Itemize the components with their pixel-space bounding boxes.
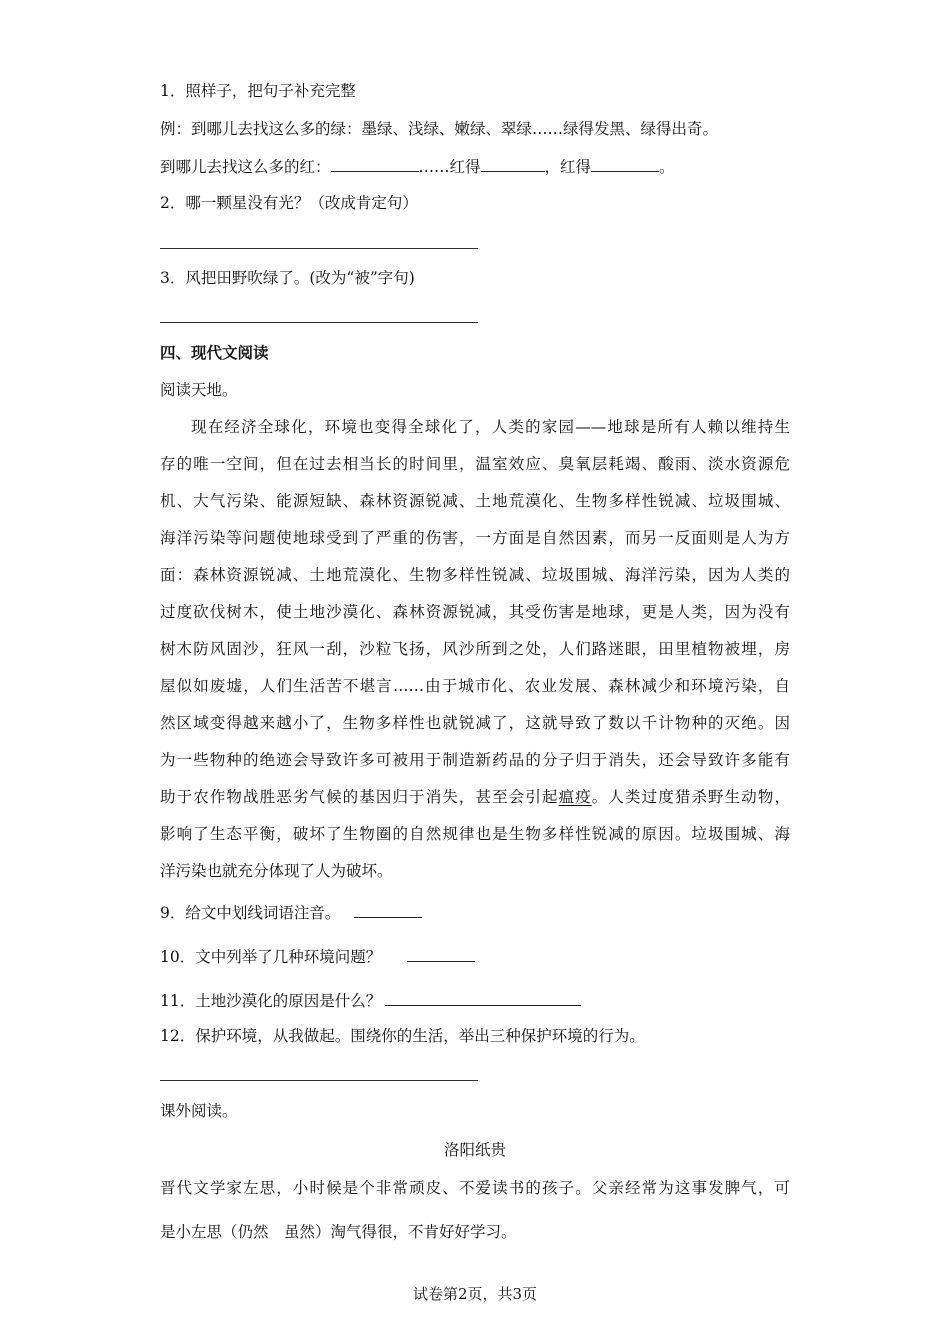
story-line: 晋代文学家左思，小时候是个非常顽皮、不爱读书的孩子。父亲经常为这事发脾气，可 [160, 1179, 790, 1197]
passage-line [160, 779, 790, 816]
q1-prompt-b: ……红得 [418, 158, 481, 176]
q1-prompt-a: 到哪儿去找这么多的红： [160, 158, 331, 176]
q10 [160, 945, 475, 968]
q11-text: 11．土地沙漠化的原因是什么？ [160, 992, 382, 1010]
q9 [160, 901, 422, 924]
q11 [160, 989, 581, 1012]
q1-blank-2[interactable] [481, 155, 545, 172]
passage-line-11-b: 。人类过度猎杀野生动物， [591, 788, 790, 806]
passage-line: 面：森林资源锐减、土地荒漠化、生物多样性锐减、垃圾围城、海洋污染，因为人类的 [160, 566, 790, 584]
story-title: 洛阳纸贵 [443, 1141, 506, 1159]
story-line: 是小左思（仍然 虽然）淘气得很，不肯好好学习。 [160, 1223, 517, 1241]
page-footer: 试卷第2页，共3页 [412, 1285, 538, 1303]
passage-line: 机、大气污染、能源短缺、森林资源锐减、土地荒漠化、生物多样性锐减、垃圾围城、 [160, 492, 790, 510]
q1-title: 1．照样子，把句子补充完整 [160, 82, 356, 100]
passage-line: 过度砍伐树木，使土地沙漠化、森林资源锐减，其受伤害是地球，更是人类，因为没有 [160, 603, 790, 621]
underlined-word: 瘟疫 [558, 788, 592, 806]
passage-line: 存的唯一空间，但在过去相当长的时间里，温室效应、臭氧层耗竭、酸雨、淡水资源危 [160, 455, 790, 473]
extra-reading-label: 课外阅读。 [160, 1102, 238, 1120]
q2-title: 2．哪一颗星没有光？（改成肯定句） [160, 194, 418, 212]
section-heading: 四、现代文阅读 [160, 344, 269, 362]
q12: 12．保护环境，从我做起。围绕你的生活，举出三种保护环境的行为。 [160, 1027, 645, 1045]
passage-line: 现在经济全球化，环境也变得全球化了，人类的家园——地球是所有人赖以维持生 [191, 418, 790, 436]
q1-blank-1[interactable] [331, 155, 419, 172]
passage-line-11-a: 助于农作物战胜恶劣气候的基因归于消失，甚至会引起 [160, 788, 559, 806]
q9-text: 9．给文中划线词语注音。 [160, 904, 341, 922]
q12-answer-line[interactable] [160, 1080, 478, 1081]
passage-line: 为一些物种的绝迹会导致许多可被用于制造新药品的分子归于消失，还会导致许多能有 [160, 751, 790, 769]
q1-prompt-d: 。 [659, 158, 675, 176]
passage-line: 影响了生态平衡，破坏了生物圈的自然规律也是生物多样性锐减的原因。垃圾围城、海 [160, 825, 790, 843]
q1-prompt-c: ，红得 [544, 158, 592, 176]
q10-blank[interactable] [407, 945, 475, 962]
passage-line: 屋似如废墟，人们生活苦不堪言……由于城市化、农业发展、森林减少和环境污染，自 [160, 677, 790, 695]
q3-title: 3．风把田野吹绿了。(改为“被”字句) [160, 269, 415, 287]
q2-answer-line[interactable] [160, 248, 478, 249]
passage-line: 然区域变得越来越小了，生物多样性也就锐减了，这就导致了数以千计物种的灭绝。因 [160, 714, 790, 732]
q1-example: 例：到哪儿去找这么多的绿：墨绿、浅绿、嫩绿、翠绿……绿得发黑、绿得出奇。 [160, 120, 719, 138]
q9-blank[interactable] [354, 901, 422, 918]
q1-blank-3[interactable] [591, 155, 659, 172]
passage-line: 洋污染也就充分体现了人为破坏。 [160, 862, 393, 880]
q10-text: 10．文中列举了几种环境问题？ [160, 948, 382, 966]
q11-blank[interactable] [385, 989, 581, 1006]
passage-line: 海洋污染等问题使地球受到了严重的伤害，一方面是自然因素，而另一反面则是人为方 [160, 529, 790, 547]
passage-line: 树木防风固沙，狂风一刮，沙粒飞扬，风沙所到之处，人们路迷眼，田里植物被埋，房 [160, 640, 790, 658]
q3-answer-line[interactable] [160, 322, 478, 323]
section-subheading: 阅读天地。 [160, 381, 238, 399]
q1-prompt [160, 155, 675, 178]
